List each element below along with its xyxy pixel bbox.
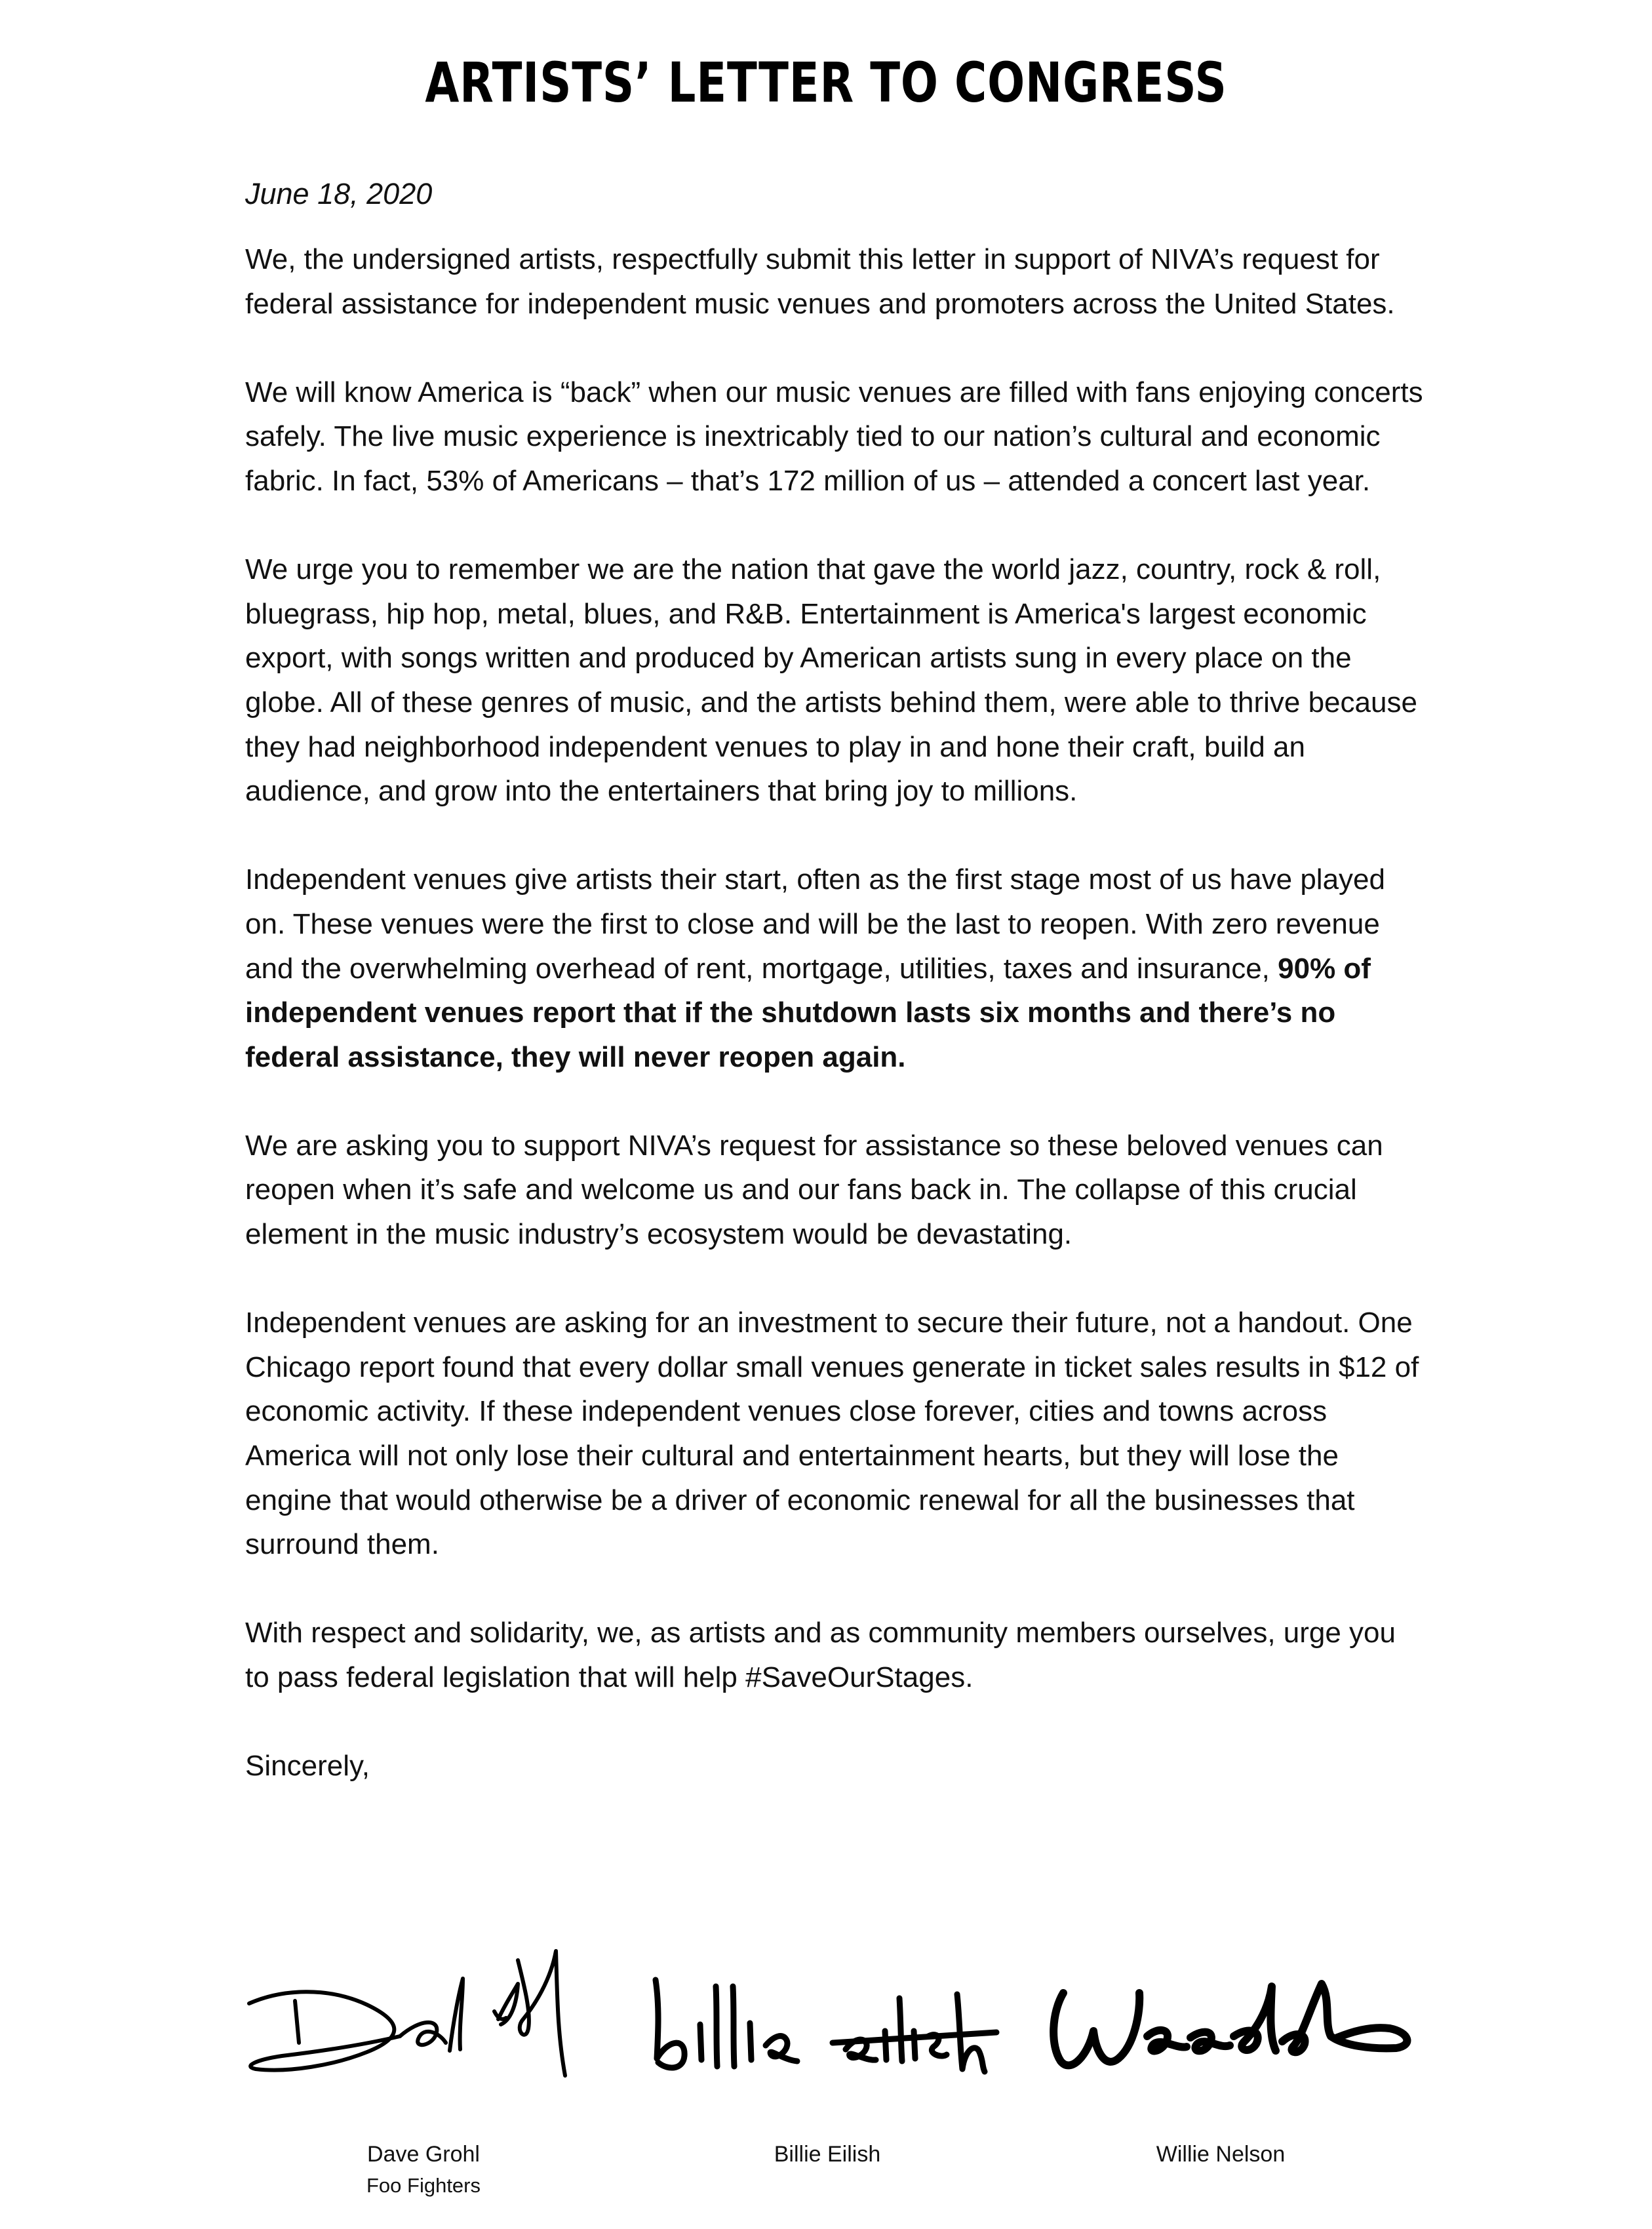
signer-name: Dave Grohl [367, 2142, 480, 2167]
signature-willie-nelson [1042, 1921, 1423, 2111]
signatures-row [243, 1921, 1423, 2118]
signer-dave-grohl [260, 2139, 587, 2201]
paragraph-4-bold-statistic: 90% of independent venues report that if the shutdown lasts six months and there’s no federal assistance, they will never reopen again. [245, 952, 1371, 1073]
paragraph-5: We are asking you to support NIVA’s request for assistance so these beloved venues can reopen when it’s safe and welcome us and our fans back in. The collapse of this crucial element in the music industry’s ecosystem would be devastating. [245, 1129, 1383, 1251]
page-title: ARTISTS’ LETTER TO CONGRESS [425, 50, 1227, 115]
paragraph-4-text: Independent venues give artists their start, often as the first stage most of us have played on. These venues were the first to close and will be the last to reopen. With zero revenue and the overwhelming overhead of rent, mortgage, utilities, taxes and insurance, [245, 863, 1385, 985]
signer-name: Willie Nelson [1156, 2142, 1286, 2167]
paragraph-2: We will know America is “back” when our music venues are filled with fans enjoying concerts safely. The live music experience is inextricably tied to our nation’s cultural and economic fabric. In fact, 53% of Americans – that’s 172 million of us – attended a concert last year. [245, 376, 1423, 497]
signature-billie-eilish [642, 1921, 1010, 2111]
paragraph-1: We, the undersigned artists, respectfully submit this letter in support of NIVA’s request for federal assistance for independent music venues and promoters across the United States. [245, 243, 1395, 320]
letter-body [245, 237, 1425, 1832]
closing-salutation: Sincerely, [245, 1750, 370, 1783]
paragraph-7: With respect and solidarity, we, as artists and as community members ourselves, urge you to pass federal legislation that will help #SaveOurStages. [245, 1617, 1396, 1693]
paragraph-6: Independent venues are asking for an investment to secure their future, not a handout. One Chicago report found that every dollar small venues generate in ticket sales results in $12 of economic activity. If these independent venues close forever, cities and towns across America will not only lose their cultural and entertainment hearts, but they will lose the engine that would otherwise be a driver of economic renewal for all the businesses that surround them. [245, 1307, 1419, 1561]
signer-band: Foo Fighters [366, 2174, 481, 2197]
paragraph-3: We urge you to remember we are the nation that gave the world jazz, country, rock & roll, bluegrass, hip hop, metal, blues, and R&B. Entertainment is America's largest economic export, with songs written and produced by American artists sung in every place on the globe. All of these genres of music, and the artists behind them, were able to thrive because they had neighborhood independent venues to play in and hone their craft, build an audience, and grow into the entertainers that bring joy to millions. [245, 553, 1417, 808]
letter-date: June 18, 2020 [245, 177, 433, 210]
signer-willie-nelson [1057, 2139, 1385, 2170]
signature-dave-grohl [243, 1921, 610, 2111]
signer-name: Billie Eilish [774, 2142, 881, 2167]
paragraph-4 [245, 858, 1425, 1079]
signer-billie-eilish [663, 2139, 991, 2170]
